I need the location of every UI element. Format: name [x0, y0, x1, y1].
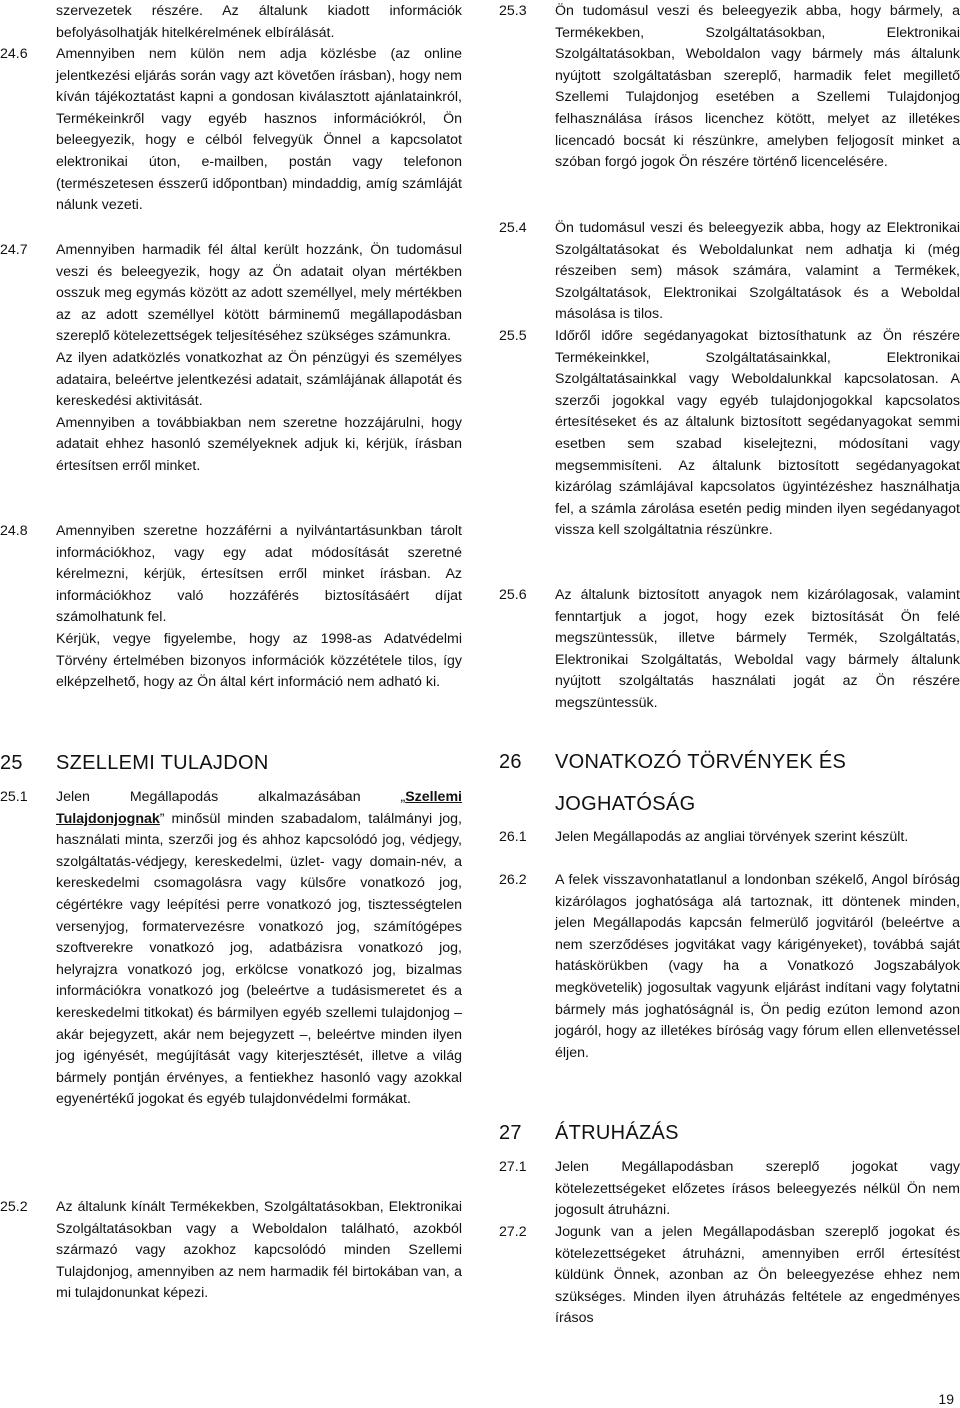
clause-25-4 [499, 218, 960, 326]
clause-number: 25.5 [499, 328, 527, 344]
clause-text: Jelen Megállapodás az angliai törvények szerint készült. [555, 829, 909, 845]
section-title: ÁTRUHÁZÁS [555, 1122, 679, 1144]
clause-24-7 [0, 240, 462, 478]
section-title: SZELLEMI TULAJDON [56, 752, 269, 774]
clause-text: Amennyiben harmadik fél által került hozzánk, Ön tudomásul veszi és beleegyezik, hogy az Ön adatait olyan mértékben osszuk meg egymás között az adott személlyel, mely mértékben az az adott személlyel kötött bárminemű megállapodásban szereplő kötelezettségek teljesítéséhez szükséges számunkra. [56, 242, 462, 345]
clause-text: A felek visszavonhatatlanul a londonban székelő, Angol bíróság kizárólagos joghatósága alá tartoznak, itt döntenek minden, jelen Megállapodás kapcsán felmerülő jogvitáról (beleértve a nem szerződéses jogvitákat vagy kárigényeket), továbbá saját hatáskörükben (vagy ha a Vonatkozó Jogszabályok megkövetelik) jogosultak vagyunk eljárást indítani vagy folytatni bármely más joghatóságnál is, Ön pedig ezúton lemond azon jogáról, hogy az illetékes bíróság vagy fórum ellen ellenvetéssel éljen. [555, 872, 960, 1061]
clause-number: 27.1 [499, 1159, 527, 1175]
clause-number: 24.7 [0, 242, 28, 258]
clause-text: Jelen Megállapodásban szereplő jogokat vagy kötelezettségeket előzetes írásos beleegyezés nélkül Ön nem jogosult átruházni. [555, 1159, 960, 1219]
clause-text: Időről időre segédanyagokat biztosíthatunk az Ön részére Termékeinkkel, Szolgáltatásainkkal, Elektronikai Szolgáltatásainkkal vagy Weboldalunkkal kapcsolatosan. A szerzői jogokkal vagy egyéb tulajdonjogokkal kapcsolatos értesítéseket és az általunk biztosított segédanyagokat semmi esetben sem szabad kiselejtezni, módosítani vagy megsemmisíteni. Az általunk biztosított segédanyagokat kizárólag számlájával kapcsolatos ügyintézéshez használhatja fel, a számla zárolása esetén pedig minden ilyen segédanyagot vissza kell szolgáltatnia részünkre. [555, 328, 960, 539]
clause-25-6 [499, 585, 960, 715]
clause-27-2 [499, 1222, 960, 1330]
clause-text: Amennyiben nem külön nem adja közlésbe (az online jelentkezési eljárás során vagy azt követően írásban), hogy nem kíván tájékoztatást kapni a gondosan kiválasztott ajánlatainkról, Termékeinkről vagy egyéb hasznos információkról, Ön beleegyezik, hogy e célból felvegyük Önnel a kapcsolatot elektronikai úton, e-mailben, postán vagy telefonon (természetesen ésszerű időpontban) mindaddig, amíg számláját nálunk vezeti. [56, 46, 462, 214]
clause-text-2: Az ilyen adatközlés vonatkozhat az Ön pénzügyi és személyes adataira, beleértve jelentkezési adatait, számlájának állapotát és kereskedési aktivitását. [56, 349, 462, 410]
section-heading-25 [0, 742, 462, 784]
clause-25-3 [499, 1, 960, 174]
clause-number: 25.4 [499, 220, 527, 236]
clause-number: 25.6 [499, 587, 527, 603]
clause-text: Az általunk biztosított anyagok nem kizárólagosak, valamint fenntartjuk a jogot, hogy ezek biztosítását Ön felé megszüntessük, illetve bármely Termék, Szolgáltatás, Elektronikai Szolgáltatás, Weboldal vagy bármely általunk nyújtott szolgáltatás használati jogát az Ön részére megszüntessük. [555, 587, 960, 711]
clause-number: 27.2 [499, 1224, 527, 1240]
clause-text: Jogunk van a jelen Megállapodásban szereplő jogokat és kötelezettségeket átruházni, amennyiben erről értesítést küldünk Önnek, azonban az Ön beleegyezése ehhez nem szükséges. Minden ilyen átruházás feltétele az engedményes írásos [555, 1224, 960, 1327]
clause-25-5 [499, 326, 960, 542]
clause-text-post: ” minősül minden szabadalom, találmányi jog, használati minta, szerzői jog és ahhoz kapcsolódó jog, védjegy, szolgáltatás-védjegy, kereskedelmi, üzlet- vagy domain-név, a kereskedelmi csomagolásra vagy külsőre vonatkozó jog, cégértékre vagy leépítési perre vonatkozó jog, tisztességtelen versenyjog, formatervezésre vonatkozó jog, számítógépes szoftverekre vonatkozó jog, adatbázisra vonatkozó jog, helyrajzra vonatkozó jog, erkölcse vonatkozó jog, bizalmas információkra vonatkozó jog (beleértve a tudásismeretet és a kereskedelmi titkokat) és bármilyen egyéb szellemi tulajdonjog – akár bejegyzett, akár nem bejegyzett –, beleértve minden ilyen jog igényését, megújítását vagy kiterjesztését, illetve a világ bármely pontján érvényes, a fentiekhez hasonló vagy azokkal egyenértékű jogokat és egyéb tulajdonvédelmi formákat. [56, 810, 462, 1108]
paragraph-text: szervezetek részére. Az általunk kiadott információk befolyásolhatják hitelkérelmének elbírálását. [56, 3, 462, 41]
clause-27-1 [499, 1157, 960, 1222]
clause-text-pre: Jelen Megállapodás alkalmazásában „ [56, 789, 406, 805]
page-number: 19 [938, 1391, 954, 1407]
clause-number: 26.2 [499, 872, 527, 888]
clause-number: 25.3 [499, 3, 527, 19]
clause-number: 26.1 [499, 829, 527, 845]
clause-number: 25.2 [0, 1199, 28, 1215]
clause-25-1 [0, 787, 462, 1111]
section-heading-27 [499, 1112, 960, 1154]
section-number: 26 [499, 751, 522, 773]
clause-number: 25.1 [0, 789, 28, 805]
paragraph-continuation [0, 1, 462, 44]
clause-number: 24.6 [0, 46, 28, 62]
clause-text-2: Kérjük, vegye figyelembe, hogy az 1998-as Adatvédelmi Törvény értelmében bizonyos információk közzététele tilos, így elképzelhető, hogy az Ön által kért információ nem adható ki. [56, 630, 462, 691]
clause-text: Az általunk kínált Termékekben, Szolgáltatásokban, Elektronikai Szolgáltatásokban vagy a Weboldalon található, azokból származó vagy azokhoz kapcsolódó minden Szellemi Tulajdonjog, amennyiben az nem harmadik fél birtokában van, a mi tulajdonunkat képezi. [56, 1199, 462, 1302]
clause-text: Ön tudomásul veszi és beleegyezik abba, hogy bármely, a Termékekben, Szolgáltatásokban, Elektronikai Szolgáltatásokban, Weboldalon vagy bármely más általunk nyújtott szolgáltatásban szereplő, harmadik felet megillető Szellemi Tulajdonjog esetében a Szellemi Tulajdonjog felhasználása írásos licenchez kötött, melyet az illetékes licencadó bocsát ki részünkre, amelyben feljogosít minket a szóban forgó jogok Ön részére történő licencelésére. [555, 3, 960, 171]
clause-24-8 [0, 521, 462, 694]
section-number: 25 [0, 752, 23, 774]
clause-24-6 [0, 44, 462, 217]
clause-text: Amennyiben szeretne hozzáférni a nyilvántartásunkban tárolt információkhoz, vagy egy adat módosítását szeretné kérelmezni, kérjük, értesítsen erről minket írásban. Az információkhoz való hozzáférés biztosításáért díjat számolhatunk fel. [56, 523, 462, 626]
clause-26-1 [499, 827, 960, 849]
defined-term: Szellemi Tulajdonjognak [56, 789, 462, 827]
section-heading-26 [499, 741, 960, 825]
clause-text-3: Amennyiben a továbbiakban nem szeretne hozzájárulni, hogy adatait ehhez hasonló személyeknek adjuk ki, kérjük, írásban értesítsen erről minket. [56, 414, 462, 474]
section-title: VONATKOZÓ TÖRVÉNYEK ÉS JOGHATÓSÁG [555, 751, 847, 815]
clause-25-2 [0, 1197, 462, 1305]
section-number: 27 [499, 1122, 522, 1144]
clause-text: Ön tudomásul veszi és beleegyezik abba, hogy az Elektronikai Szolgáltatásokat és Weboldalunkat nem adhatja ki (még részeiben sem) mások számára, valamint a Termékek, Szolgáltatások, Elektronikai Szolgáltatások és a Weboldal másolása is tilos. [555, 220, 960, 323]
clause-26-2 [499, 870, 960, 1064]
clause-number: 24.8 [0, 523, 28, 539]
